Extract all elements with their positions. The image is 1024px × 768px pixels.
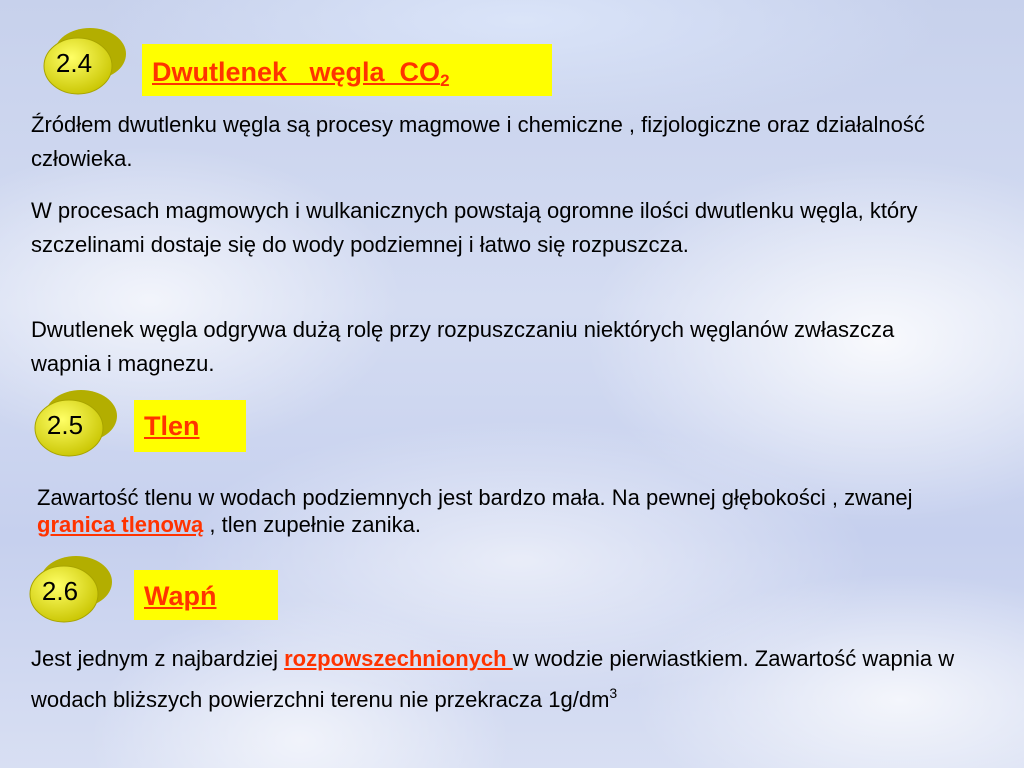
paragraph-oxygen: [37, 484, 937, 538]
section-number-badge-2-6: [24, 554, 114, 624]
section-number-badge-2-5: [29, 388, 119, 458]
section-number: 2.5: [46, 409, 84, 440]
paragraph-text-end: w wodzie pierwiastkiem. Zawartość wapnia w wodach bliższych powierzchni terenu nie przekracza 1g/dm: [31, 646, 955, 712]
title-text: Wapń: [144, 581, 217, 611]
section-title-wapn: [134, 570, 278, 620]
paragraph-co2-role: Dwutlenek węgla odgrywa dużą rolę przy rozpuszczaniu niektórych węglanów zwłaszcza wapnia i magnezu.: [31, 317, 895, 376]
paragraph-calcium: [31, 642, 991, 717]
paragraph-text: Jest jednym z najbardziej: [31, 646, 285, 671]
title-text: Dwutlenek węgla CO: [152, 57, 441, 87]
section-number: 2.4: [55, 47, 93, 78]
section-number-badge-2-4: [38, 26, 128, 96]
paragraph-co2-magmatic: W procesach magmowych i wulkanicznych powstają ogromne ilości dwutlenku węgla, który szczelinami dostaje się do wody podziemnej i łatwo się rozpuszcza.: [31, 198, 918, 257]
highlight-term: rozpowszechnionych: [284, 646, 513, 671]
section-number: 2.6: [41, 575, 79, 606]
section-title-co2: [142, 44, 552, 96]
section-title-tlen: [134, 400, 246, 452]
highlight-term: granica tlenową: [37, 512, 204, 537]
title-subscript: 2: [440, 71, 450, 90]
paragraph-text-end: , tlen zupełnie zanika.: [203, 512, 421, 537]
paragraph-co2-sources: Źródłem dwutlenku węgla są procesy magmowe i chemiczne , fizjologiczne oraz działalność człowieka.: [31, 112, 925, 171]
unit-superscript: 3: [609, 685, 618, 701]
paragraph-text: Zawartość tlenu w wodach podziemnych jest bardzo mała. Na pewnej głębokości , zwanej: [37, 485, 913, 510]
title-text: Tlen: [144, 411, 200, 441]
